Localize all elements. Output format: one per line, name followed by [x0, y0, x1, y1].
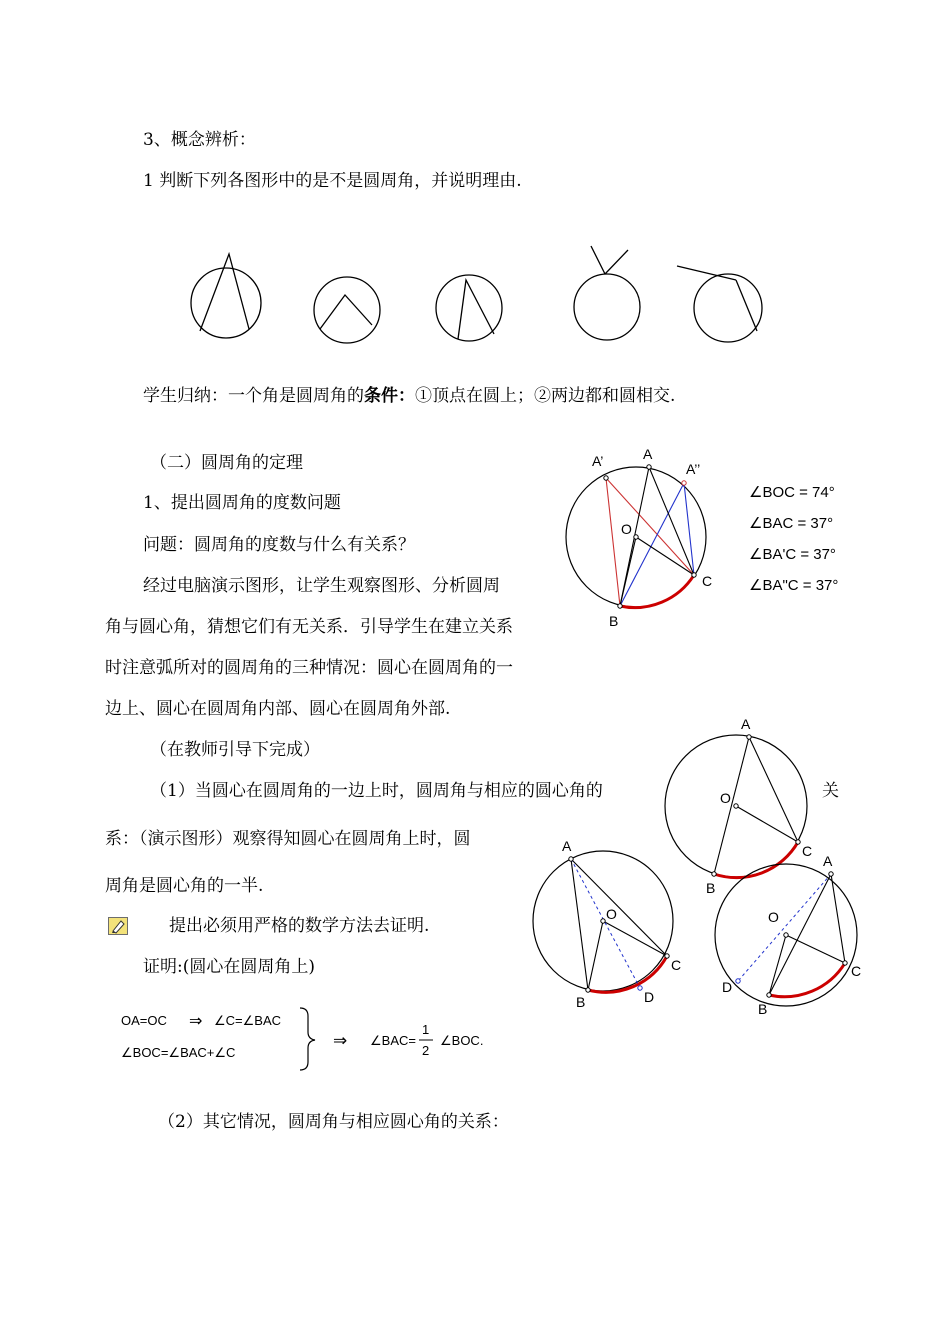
label-c: C: [702, 573, 713, 589]
case-inside-label-a: A: [562, 838, 572, 854]
case-on-side-label-o: O: [720, 790, 731, 806]
para-line-4: 边上、圆心在圆周角内部、圆心在圆周角外部.: [105, 699, 451, 719]
section-title: 3、概念辨析：: [143, 130, 256, 150]
proof-implies-1: ⇒: [189, 1013, 203, 1030]
case-1-line-1-tail: 关: [822, 781, 839, 801]
case-outside-label-b: B: [758, 1001, 768, 1017]
case-inside-label-c: C: [671, 957, 682, 973]
proof-brace: [300, 1008, 315, 1070]
measure-bac: ∠BAC = 37°: [749, 515, 834, 532]
proof-implies-2: ⇒: [333, 1031, 348, 1050]
measure-ba-double-prime-c: ∠BA"C = 37°: [749, 577, 839, 594]
para-line-1: 经过电脑演示图形，让学生观察图形、分析圆周: [143, 576, 500, 596]
summary-prefix: 学生归纳：一个角是圆周角的: [143, 386, 364, 406]
section-2-title: （二）圆周角的定理: [150, 453, 303, 473]
case-on-side-label-c: C: [802, 843, 813, 859]
para-line-2: 角与圆心角，猜想它们有无关系．引导学生在建立关系: [105, 617, 513, 637]
problem-text: 问题：圆周角的度数与什么有关系？: [143, 535, 415, 555]
measure-boc: ∠BOC = 74°: [749, 484, 835, 501]
case-inside-label-o: O: [606, 906, 617, 922]
question-text: 1 判断下列各图形中的是不是圆周角，并说明理由.: [143, 171, 522, 191]
proof-eq1: OA=OC: [121, 1013, 167, 1028]
case-outside-label-d: D: [722, 979, 733, 995]
case-1-line-2: 系：（演示图形）观察得知圆心在圆周角上时，圆: [105, 829, 471, 849]
label-o: O: [621, 521, 632, 537]
case-1-line-3: 周角是圆心角的一半.: [105, 876, 264, 896]
measure-ba-prime-c: ∠BA'C = 37°: [749, 546, 836, 563]
item-1: 1、提出圆周角的度数问题: [143, 493, 341, 513]
label-a: A: [643, 446, 653, 462]
proof-frac-den: 2: [422, 1043, 430, 1058]
case-inside-label-b: B: [576, 994, 586, 1010]
proof-result-right: ∠BOC.: [440, 1033, 484, 1048]
summary-bold: 条件：: [364, 386, 415, 406]
case-on-side-label-b: B: [706, 880, 716, 896]
case-1-line-1: （1）当圆心在圆周角的一边上时，圆周角与相应的圆心角的: [150, 781, 603, 801]
proof-title: 证明:(圆心在圆周角上): [143, 957, 315, 977]
proof-eq2: ∠BOC=∠BAC+∠C: [121, 1045, 236, 1060]
label-a-double-prime: A’’: [686, 461, 701, 477]
case-outside-label-c: C: [851, 963, 862, 979]
guide-text: （在教师引导下完成）: [150, 740, 320, 760]
label-a-prime: A’: [592, 453, 604, 469]
proof-result-left: ∠BAC=: [370, 1033, 416, 1048]
case-outside-label-o: O: [768, 909, 779, 925]
para-line-3: 时注意弧所对的圆周角的三种情况：圆心在圆周角的一: [105, 658, 513, 678]
case-outside-label-a: A: [823, 853, 833, 869]
proof-frac-num: 1: [422, 1022, 430, 1037]
strict-proof-text: 提出必须用严格的数学方法去证明.: [169, 916, 430, 936]
case-inside-label-d: D: [644, 989, 655, 1005]
case-2-text: （2）其它情况，圆周角与相应圆心角的关系：: [158, 1112, 509, 1132]
summary-suffix: ①顶点在圆上；②两边都和圆相交.: [415, 386, 676, 406]
proof-eq1b: ∠C=∠BAC: [214, 1013, 282, 1028]
label-b: B: [609, 613, 619, 629]
case-on-side-label-a: A: [741, 716, 751, 732]
